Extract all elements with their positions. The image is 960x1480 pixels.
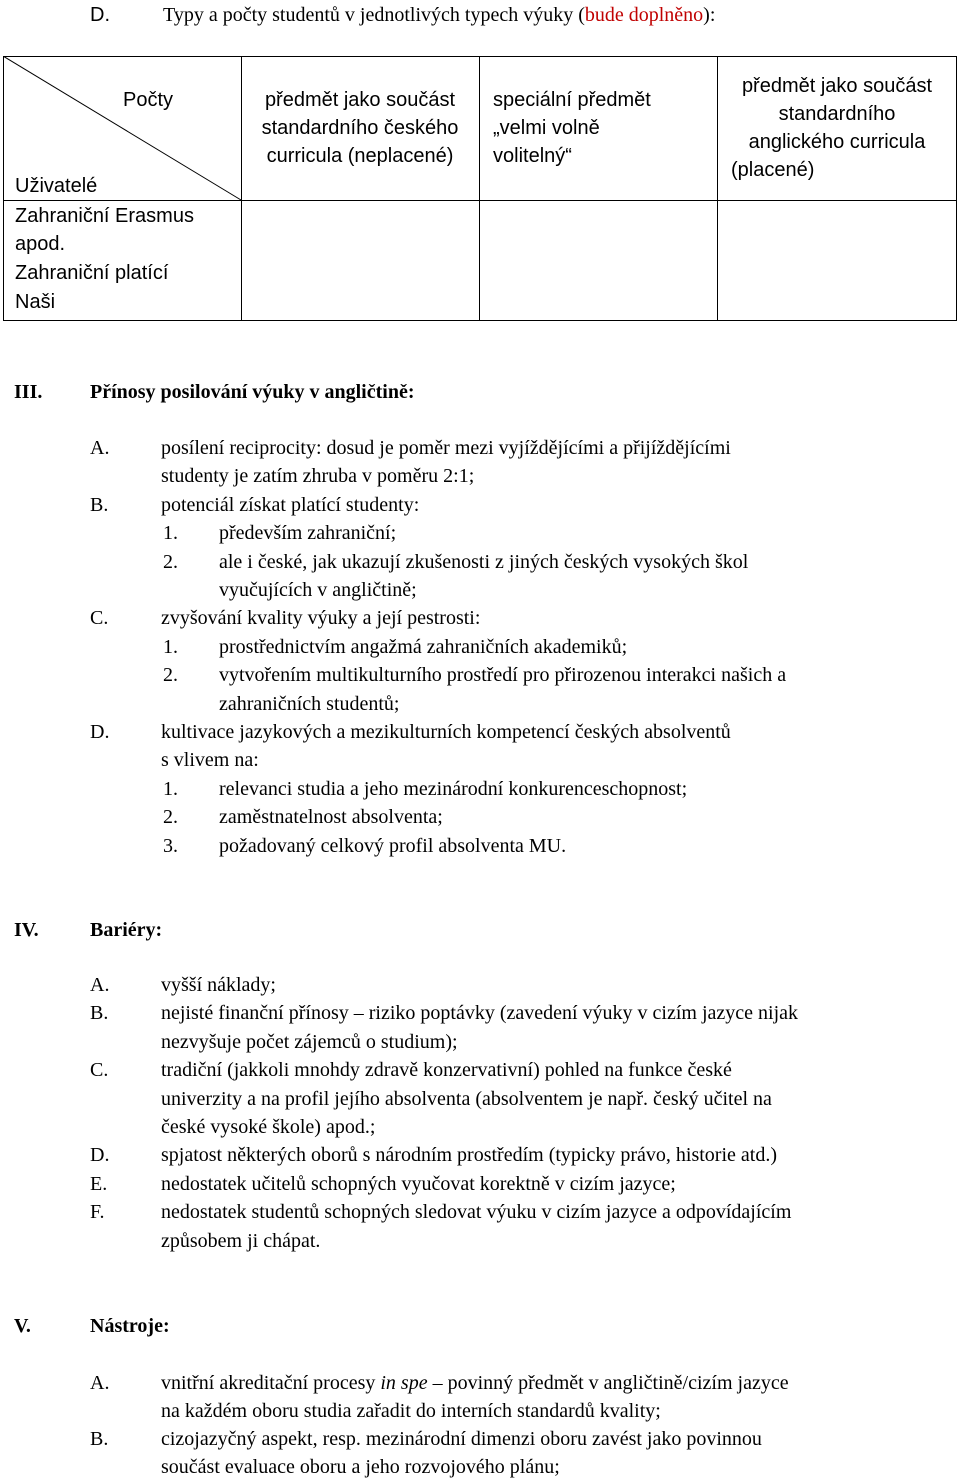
section-3-title: Přínosy posilování výuky v angličtině: xyxy=(90,381,415,403)
section4-list-item: české vysoké škole) apod.; xyxy=(161,1116,376,1138)
section3-list-item: zvyšování kvality výuky a její pestrosti: xyxy=(161,607,481,630)
section3-list-item: potenciál získat platící studenty: xyxy=(161,493,420,516)
section3-list-item: studenty je zatím zhruba v poměru 2:1; xyxy=(161,465,475,488)
section3-list-item: relevanci studia a jeho mezinárodní konkurenceschopnost; xyxy=(219,777,688,800)
section4-marker: E. xyxy=(90,1172,108,1195)
section3-marker: D. xyxy=(90,721,110,743)
section4-list-item: spjatost některých oborů s národním prostředím (typicky právo, historie atd.) xyxy=(161,1144,777,1167)
section-4-title: Bariéry: xyxy=(90,919,163,941)
section3-list-item: zaměstnatelnost absolventa; xyxy=(219,806,443,829)
section3-list-item: posílení reciprocity: dosud je poměr mezi vyjíždějícími a přijíždějícími xyxy=(161,437,731,459)
section-5-number: V. xyxy=(14,1315,31,1337)
section4-list-item: nezvyšuje počet zájemců o studium); xyxy=(161,1030,458,1053)
section4-list-item: nejisté finanční přínosy – riziko poptávky (zavedení výuky v cizím jazyce nijak xyxy=(161,1002,799,1025)
section-4-number: IV. xyxy=(14,919,39,941)
row-label-erasmus-cont: apod. xyxy=(15,233,66,255)
section3-marker: 1. xyxy=(163,522,178,545)
section4-list-item: nedostatek učitelů schopných vyučovat korektně v cizím jazyce; xyxy=(161,1172,676,1195)
section-5-item-b-line2: součást evaluace oboru a jeho rozvojového plánu; xyxy=(161,1456,560,1478)
section3-marker: 2. xyxy=(163,664,178,687)
row-label-ours: Naši xyxy=(15,291,56,313)
section3-list-item: zahraničních studentů; xyxy=(219,692,400,715)
section4-list-item: nedostatek studentů schopných sledovat výuku v cizím jazyce a odpovídajícím xyxy=(161,1201,792,1224)
section3-list-item: především zahraniční; xyxy=(219,522,397,545)
section3-marker: B. xyxy=(90,493,109,516)
column-header-2: speciální předmět „velmi volně volitelný“ xyxy=(493,89,651,167)
section3-list-item: ale i české, jak ukazují zkušenosti z jiných českých vysokých škol xyxy=(219,550,749,573)
section3-list-item: vytvořením multikulturního prostředí pro přirozenou interakci našich a xyxy=(219,664,787,687)
section4-marker: F. xyxy=(90,1201,105,1224)
section4-list-item: vyšší náklady; xyxy=(161,974,276,996)
section3-marker: 2. xyxy=(163,550,178,573)
section-5-item-a-line2: na každém oboru studia zařadit do interních standardů kvality; xyxy=(161,1400,661,1422)
corner-bottom-label: Uživatelé xyxy=(15,175,98,197)
section3-list-item: vyučujících v angličtině; xyxy=(219,579,417,601)
section3-list-item: prostřednictvím angažmá zahraničních akademiků; xyxy=(219,635,628,658)
section3-list-item: kultivace jazykových a mezikulturních kompetencí českých absolventů xyxy=(161,721,731,743)
section4-marker: B. xyxy=(90,1002,109,1025)
section-5-title: Nástroje: xyxy=(90,1315,170,1337)
section4-marker: A. xyxy=(90,974,110,996)
section3-marker: A. xyxy=(90,437,110,459)
section3-list-item: požadovaný celkový profil absolventa MU. xyxy=(219,834,567,857)
column-header-1: předmět jako součást standardního českého curricula (neplacené) xyxy=(261,89,459,167)
section4-marker: C. xyxy=(90,1059,109,1082)
section3-marker: C. xyxy=(90,607,109,630)
row-label-erasmus: Zahraniční Erasmus xyxy=(15,205,194,227)
section-5-marker-a: A. xyxy=(90,1372,110,1394)
section-5-item-b: cizojazyčný aspekt, resp. mezinárodní dimenzi oboru zavést jako povinnou xyxy=(161,1428,762,1450)
column-header-3: předmět jako součást standardního anglického curricula (placené) xyxy=(731,75,933,181)
section3-marker: 1. xyxy=(163,635,178,658)
section3-marker: 3. xyxy=(163,834,178,857)
section3-marker: 2. xyxy=(163,806,178,829)
row-label-paying: Zahraniční platící xyxy=(15,262,169,284)
heading-d-note: bude doplněno xyxy=(584,4,704,26)
section-5-item-a: vnitřní akreditační procesy in spe – povinný předmět v angličtině/cizím jazyce xyxy=(161,1372,789,1394)
section-5-marker-b: B. xyxy=(90,1428,109,1450)
section3-marker: 1. xyxy=(163,777,178,800)
heading-d-letter: D. xyxy=(90,4,110,26)
section4-list-item: univerzity a na profil jejího absolventa (absolventem je např. český učitel na xyxy=(161,1087,772,1110)
section4-list-item: tradiční (jakkoli mnohdy zdravě konzervativní) pohled na funkce české xyxy=(161,1059,732,1082)
corner-top-label: Počty xyxy=(123,89,174,111)
student-types-table xyxy=(3,56,957,321)
section-3-number: III. xyxy=(14,381,43,403)
heading-d xyxy=(90,3,110,27)
section4-list-item: způsobem ji chápat. xyxy=(161,1229,321,1252)
section4-marker: D. xyxy=(90,1144,110,1167)
section3-list-item: s vlivem na: xyxy=(161,749,259,772)
heading-d-text: Typy a počty studentů v jednotlivých typech výuky (bude doplněno): xyxy=(163,4,716,26)
